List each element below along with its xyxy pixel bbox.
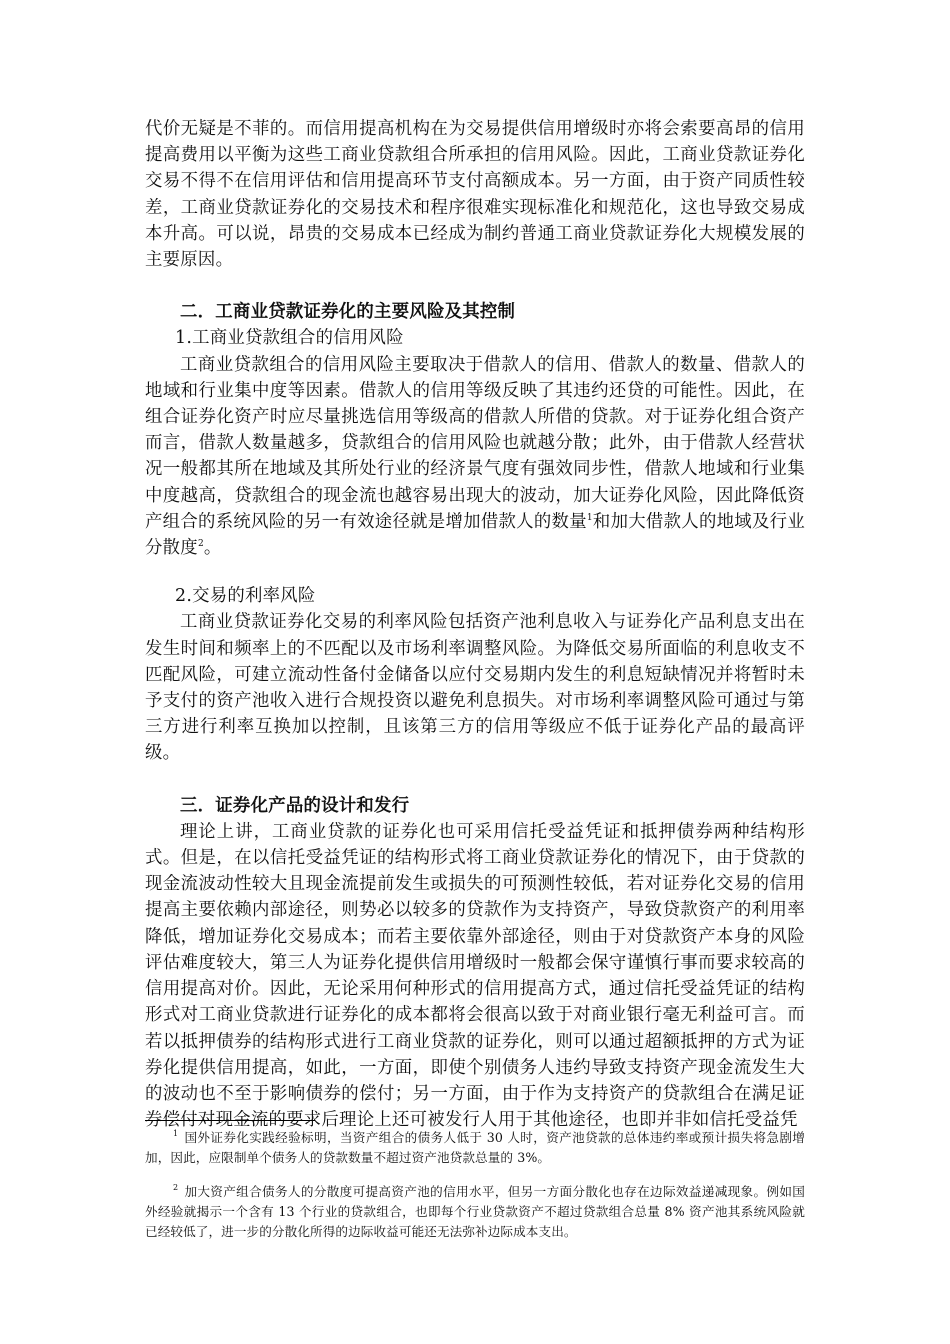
subsection-2-heading: 2.交易的利率风险 [175,586,316,607]
footnote-ref-1[interactable]: 1 [586,512,593,523]
section-2-heading: 二．工商业贷款证券化的主要风险及其控制 [180,302,516,323]
footnote-1-mark: 1 [173,1129,179,1138]
section-3-heading: 三．证券化产品的设计和发行 [180,795,410,816]
footnote-1-text: 国外证券化实践经验标明，当资产组合的债务人低于 30 人时，资产池贷款的总体违约率或预计损失将急剧增加，因此，应限制单个债务人的贷款数量不超过资产池贷款总量的 3%。 [145,1130,805,1165]
footnotes [145,1128,805,1242]
credit-risk-text-mid: 和加大借款人的地域及行业分散度 [145,511,805,559]
credit-risk-paragraph [145,352,805,562]
interest-rate-risk-paragraph: 工商业贷款证券化交易的利率风险包括资产池利息收入与证券化产品利息支出在发生时间和频率上的不匹配以及市场利率调整风险。为降低交易所面临的利息收支不匹配风险，可建立流动性备付金储备以应付交易期内发生的利息短缺情况并将暂时未予支付的资产池收入进行合规投资以避免利息损失。对市场利率调整风险可通过与第三方进行利率互换加以控制，且该第三方的信用等级应不低于证券化产品的最高评级。 [145,612,805,764]
footnote-2-mark: 2 [173,1183,179,1192]
intro-paragraph: 代价无疑是不菲的。而信用提高机构在为交易提供信用增级时亦将会索要高昂的信用提高费用以平衡为这些工商业贷款组合所承担的信用风险。因此，工商业贷款证券化交易不得不在信用评估和信用提高环节支付高额成本。另一方面，由于资产同质性较差，工商业贷款证券化的交易技术和程序很难实现标准化和规范化，这也导致交易成本升高。可以说，昂贵的交易成本已经成为制约普通工商业贷款证券化大规模发展的主要原因。 [145,119,805,271]
footnote-2-text: 加大资产组合债务人的分散度可提高资产池的信用水平，但另一方面分散化也存在边际效益递减现象。例如国外经验就揭示一个含有 13 个行业的贷款组合，也即每个行业贷款资产不超过贷款组合总量 8% 资产池其系统风险就已经较低了，进一步的分散化所得的边际收益可能还无法弥补边际成本支出。 [145,1184,805,1239]
credit-risk-text-end: 。 [203,538,222,559]
credit-risk-text: 工商业贷款组合的信用风险主要取决于借款人的信用、借款人的数量、借款人的地域和行业集中度等因素。借款人的信用等级反映了其违约还贷的可能性。因此，在组合证券化资产时应尽量挑选信用等级高的借款人所借的贷款。对于证券化组合资产而言，借款人数量越多，贷款组合的信用风险也就越分散；此外，由于借款人经营状况一般都其所在地域及其所处行业的经济景气度有强效同步性，借款人地域和行业集中度越高，贷款组合的现金流也越容易出现大的波动，加大证券化风险，因此降低资产组合的系统风险的另一有效途径就是增加借款人的数量 [145,354,805,532]
footnote-1 [145,1128,805,1168]
subsection-1-heading: 1.工商业贷款组合的信用风险 [175,328,404,349]
footnote-2 [145,1182,805,1242]
document-body [145,116,805,1133]
product-design-paragraph: 理论上讲，工商业贷款的证券化也可采用信托受益凭证和抵押债券两种结构形式。但是，在以信托受益凭证的结构形式将工商业贷款证券化的情况下，由于贷款的现金流波动性较大且现金流提前发生或损失的可预测性较低，若对证券化交易的信用提高主要依赖内部途径，则势必以较多的贷款作为支持资产，导致贷款资产的利用率降低，增加证券化交易成本；而若主要依靠外部途径，则由于对贷款资产本身的风险评估难度较大，第三人为证券化提供信用增级时一般都会保守谨慎行事而要求较高的信用提高对价。因此，无论采用何种形式的信用提高方式，通过信托受益凭证的结构形式对工商业贷款进行证券化的成本都将会很高以致于对商业银行毫无利益可言。而若以抵押债券的结构形式进行工商业贷款的证券化，则可以通过超额抵押的方式为证券化提供信用提高，如此，一方面，即使个别债务人违约导致支持资产现金流发生大的波动也不至于影响债券的偿付；另一方面，由于作为支持资产的贷款组合在满足证券偿付对现金流的要求后理论上还可被发行人用于其他途径，也即并非如信托受益凭 [145,821,805,1131]
footnote-ref-2[interactable]: 2 [197,539,204,550]
footnote-divider [145,1120,315,1121]
